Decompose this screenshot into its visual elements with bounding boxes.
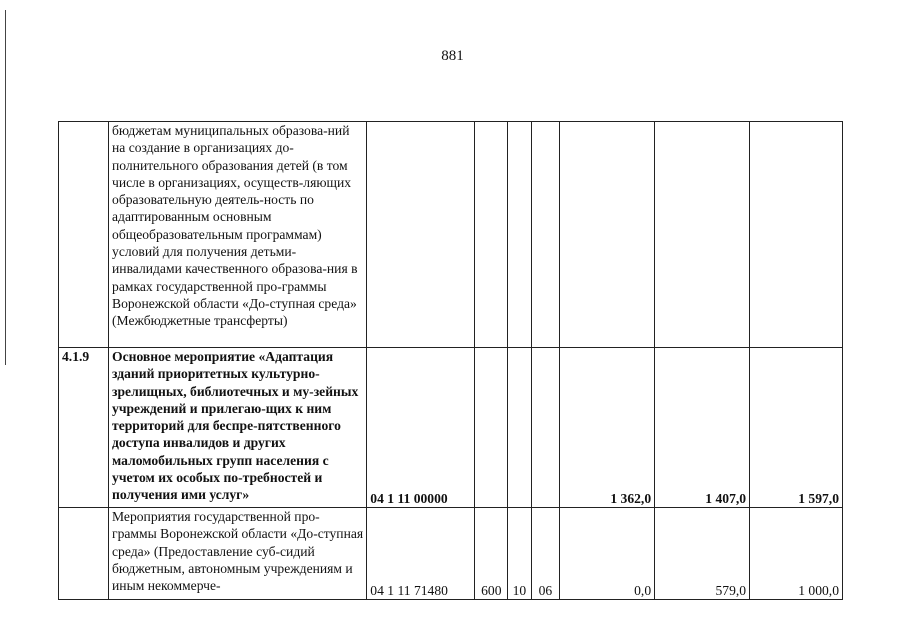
row-code: 04 1 11 00000 [367,348,475,508]
row-number: 4.1.9 [59,348,109,508]
row-name: Основное мероприятие «Адаптация зданий приоритетных культурно-зрелищных, библиотечных и му-зейных учреждений и прилегаю-щих к ним территорий для беспре-пятственного доступа инвалидов и других маломобильных групп населения с учетом их особых по-требностей и получения ими услуг» [109,348,367,508]
row-year3: 1 597,0 [750,348,843,508]
row-year2 [655,122,750,348]
row-rz [508,348,531,508]
row-year1 [560,122,655,348]
table-row [59,348,843,508]
row-pr [531,122,560,348]
row-rz [508,122,531,348]
row-year3: 1 000,0 [750,508,843,600]
table-row [59,122,843,348]
row-number [59,122,109,348]
row-year1: 1 362,0 [560,348,655,508]
row-code [367,122,475,348]
row-pr [531,348,560,508]
row-rz: 10 [508,508,531,600]
row-year2: 1 407,0 [655,348,750,508]
row-name: бюджетам муниципальных образова-ний на создание в организациях до-полнительного образования детей (в том числе в организациях, осуществ-ляющих образовательную деятель-ность по адаптированным основным общеобразовательным программам) условий для получения детьми-инвалидами качественного образова-ния в рамках государственной про-граммы Воронежской области «До-ступная среда» (Межбюджетные трансферты) [109,122,367,348]
row-year2: 579,0 [655,508,750,600]
row-vr [475,348,508,508]
row-vr [475,122,508,348]
page-number: 881 [441,48,464,64]
table-row [59,508,843,600]
row-pr: 06 [531,508,560,600]
row-code: 04 1 11 71480 [367,508,475,600]
row-year3 [750,122,843,348]
row-vr: 600 [475,508,508,600]
row-number [59,508,109,600]
row-name: Мероприятия государственной про-граммы Воронежской области «До-ступная среда» (Предоставление суб-сидий бюджетным, автономным учреждениям и иным некоммерче- [109,508,367,600]
budget-table [58,121,843,600]
row-year1: 0,0 [560,508,655,600]
